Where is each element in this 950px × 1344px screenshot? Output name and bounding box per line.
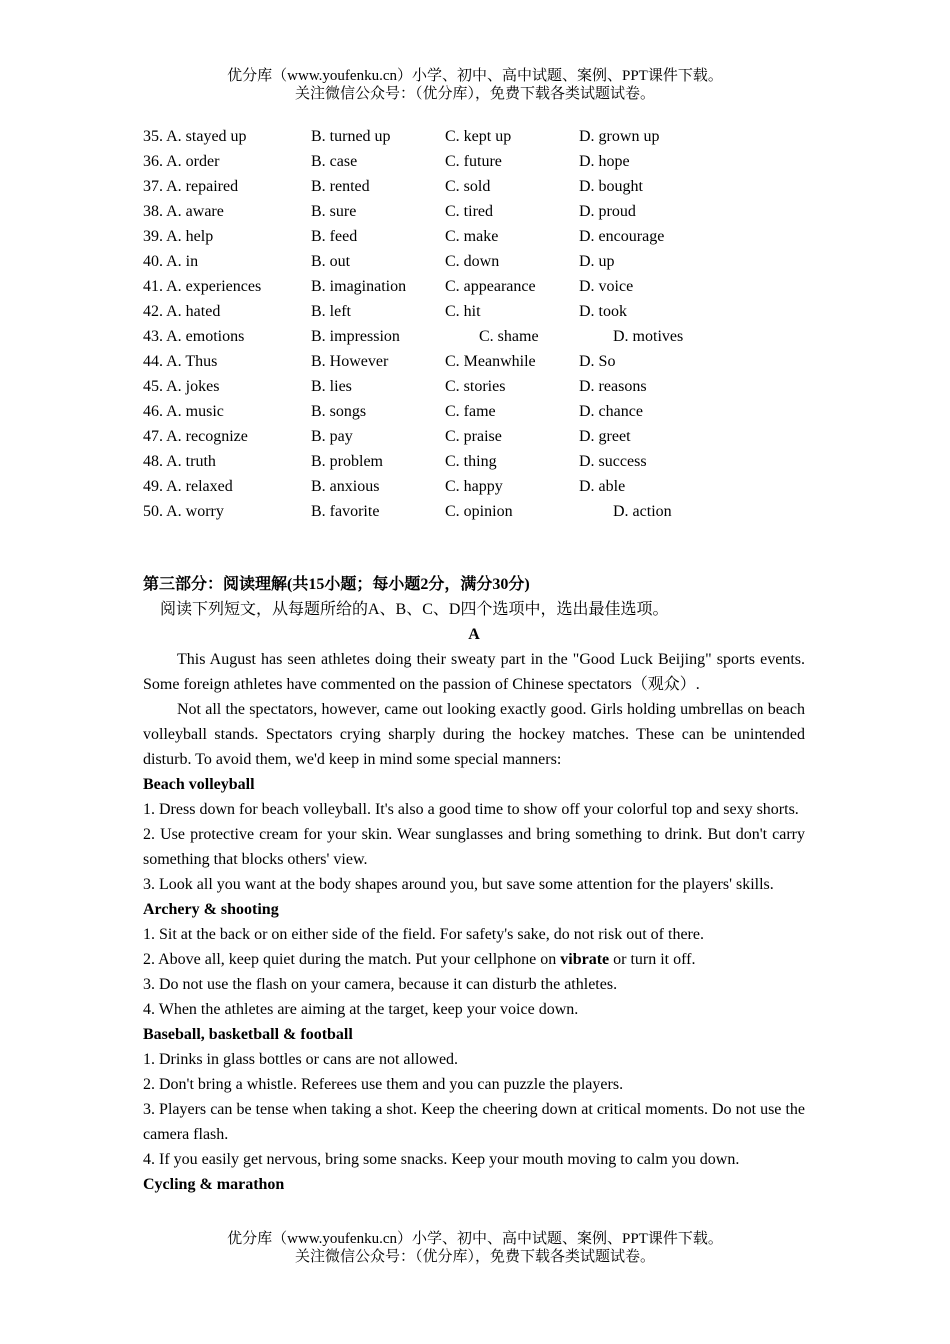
passage-paragraph-2: Not all the spectators, however, came out looking exactly good. Girls holding umbrellas on beach volleyball stands. Spectators crying sharply during the hockey matches. These can be unintended disturb. To avoid them, we'd keep in mind some special manners:: [143, 701, 805, 768]
subheading-ball-games: Baseball, basketball & football: [143, 1026, 353, 1043]
option-b: B. anxious: [311, 478, 380, 495]
option-c: C. Meanwhile: [445, 353, 536, 370]
option-row-45: [143, 374, 843, 399]
list-item: 2. Don't bring a whistle. Referees use them and you can puzzle the players.: [143, 1076, 624, 1093]
section-title: 第三部分：阅读理解(共15小题；每小题2分，满分30分): [143, 576, 530, 593]
option-d: D. success: [579, 453, 647, 470]
option-a: 48. A. truth: [143, 453, 216, 470]
option-c: C. kept up: [445, 128, 512, 145]
list-item-text: 2. Above all, keep quiet during the match. Put your cellphone on: [143, 951, 561, 968]
option-a: 50. A. worry: [143, 503, 224, 520]
page-header: [0, 67, 950, 103]
option-row-36: [143, 149, 843, 174]
subheading-archery-shooting: Archery & shooting: [143, 901, 279, 918]
option-row-35: [143, 124, 843, 149]
option-c: C. opinion: [445, 503, 513, 520]
list-item: 3. Do not use the flash on your camera, because it can disturb the athletes.: [143, 976, 618, 993]
list-item: 4. If you easily get nervous, bring some snacks. Keep your mouth moving to calm you down.: [143, 1151, 740, 1168]
page-footer: [0, 1230, 950, 1266]
option-a: 42. A. hated: [143, 303, 221, 320]
option-c: C. down: [445, 253, 500, 270]
answer-options-list: [143, 124, 843, 524]
option-a: 49. A. relaxed: [143, 478, 233, 495]
option-row-40: [143, 249, 843, 274]
option-c: C. sold: [445, 178, 491, 195]
option-a: 37. A. repaired: [143, 178, 239, 195]
section-instruction: 阅读下列短文，从每题所给的A、B、C、D四个选项中，选出最佳选项。: [160, 601, 669, 618]
option-b: B. problem: [311, 453, 383, 470]
list-item: 1. Sit at the back or on either side of the field. For safety's sake, do not risk out of there.: [143, 926, 704, 943]
option-a: 47. A. recognize: [143, 428, 248, 445]
option-b: B. However: [311, 353, 389, 370]
list-item: 1. Dress down for beach volleyball. It's also a good time to show off your colorful top and sexy shorts.: [143, 801, 799, 818]
option-c: C. shame: [479, 328, 539, 345]
option-c: C. stories: [445, 378, 506, 395]
option-d: D. reasons: [579, 378, 647, 395]
option-d: D. action: [613, 503, 672, 520]
list-item: [143, 947, 805, 972]
passage-paragraph-1: This August has seen athletes doing their sweaty part in the "Good Luck Beijing" sports events. Some foreign athletes have commented on the passion of Chinese spectators（观众）.: [143, 651, 805, 693]
option-a: 35. A. stayed up: [143, 128, 247, 145]
option-d: D. grown up: [579, 128, 660, 145]
option-a: 38. A. aware: [143, 203, 224, 220]
option-row-47: [143, 424, 843, 449]
list-item: 1. Drinks in glass bottles or cans are not allowed.: [143, 1051, 459, 1068]
option-a: 41. A. experiences: [143, 278, 262, 295]
list-item: 4. When the athletes are aiming at the target, keep your voice down.: [143, 1001, 579, 1018]
option-d: D. proud: [579, 203, 636, 220]
option-row-48: [143, 449, 843, 474]
option-a: 46. A. music: [143, 403, 224, 420]
option-a: 43. A. emotions: [143, 328, 245, 345]
option-c: C. hit: [445, 303, 481, 320]
subheading-beach-volleyball: Beach volleyball: [143, 776, 255, 793]
option-b: B. pay: [311, 428, 353, 445]
option-b: B. sure: [311, 203, 357, 220]
option-row-37: [143, 174, 843, 199]
list-item: 2. Use protective cream for your skin. Wear sunglasses and bring something to drink. But don't carry something that blocks others' view.: [143, 826, 805, 868]
option-d: D. took: [579, 303, 627, 320]
option-c: C. appearance: [445, 278, 536, 295]
bold-keyword: vibrate: [560, 951, 610, 968]
option-c: C. fame: [445, 403, 496, 420]
option-d: D. greet: [579, 428, 631, 445]
option-b: B. songs: [311, 403, 367, 420]
passage-label: A: [468, 626, 480, 643]
option-d: D. chance: [579, 403, 643, 420]
option-a: 40. A. in: [143, 253, 199, 270]
option-row-49: [143, 474, 843, 499]
option-row-46: [143, 399, 843, 424]
footer-line-1: 优分库（www.youfenku.cn）小学、初中、高中试题、案例、PPT课件下载。: [227, 1231, 723, 1247]
option-b: B. impression: [311, 328, 400, 345]
option-c: C. happy: [445, 478, 503, 495]
option-d: D. voice: [579, 278, 634, 295]
option-a: 44. A. Thus: [143, 353, 218, 370]
option-b: B. turned up: [311, 128, 391, 145]
option-a: 39. A. help: [143, 228, 214, 245]
option-b: B. lies: [311, 378, 352, 395]
option-row-42: [143, 299, 843, 324]
option-row-43: [143, 324, 843, 349]
option-b: B. case: [311, 153, 358, 170]
option-c: C. thing: [445, 453, 497, 470]
option-b: B. imagination: [311, 278, 407, 295]
option-b: B. feed: [311, 228, 358, 245]
option-row-50: [143, 499, 843, 524]
option-d: D. encourage: [579, 228, 665, 245]
option-a: 36. A. order: [143, 153, 220, 170]
option-d: D. bought: [579, 178, 643, 195]
option-c: C. tired: [445, 203, 493, 220]
reading-section: [143, 572, 805, 1197]
option-d: D. motives: [613, 328, 684, 345]
option-d: D. up: [579, 253, 615, 270]
list-item: 3. Players can be tense when taking a shot. Keep the cheering down at critical moments. Do not use the camera flash.: [143, 1101, 805, 1143]
option-d: D. hope: [579, 153, 630, 170]
footer-line-2: 关注微信公众号：（优分库），免费下载各类试题试卷。: [294, 1249, 655, 1265]
option-b: B. rented: [311, 178, 370, 195]
option-c: C. praise: [445, 428, 502, 445]
option-b: B. out: [311, 253, 351, 270]
option-row-38: [143, 199, 843, 224]
option-b: B. left: [311, 303, 351, 320]
subheading-cycling-marathon: Cycling & marathon: [143, 1176, 285, 1193]
option-row-41: [143, 274, 843, 299]
option-c: C. make: [445, 228, 499, 245]
header-line-1: 优分库（www.youfenku.cn）小学、初中、高中试题、案例、PPT课件下载。: [227, 68, 723, 84]
option-row-44: [143, 349, 843, 374]
option-row-39: [143, 224, 843, 249]
header-line-2: 关注微信公众号：（优分库），免费下载各类试题试卷。: [294, 86, 655, 102]
option-a: 45. A. jokes: [143, 378, 220, 395]
list-item: 3. Look all you want at the body shapes around you, but save some attention for the players' skills.: [143, 876, 774, 893]
option-d: D. able: [579, 478, 626, 495]
option-b: B. favorite: [311, 503, 380, 520]
option-d: D. So: [579, 353, 616, 370]
option-c: C. future: [445, 153, 502, 170]
list-item-text: or turn it off.: [609, 951, 696, 968]
